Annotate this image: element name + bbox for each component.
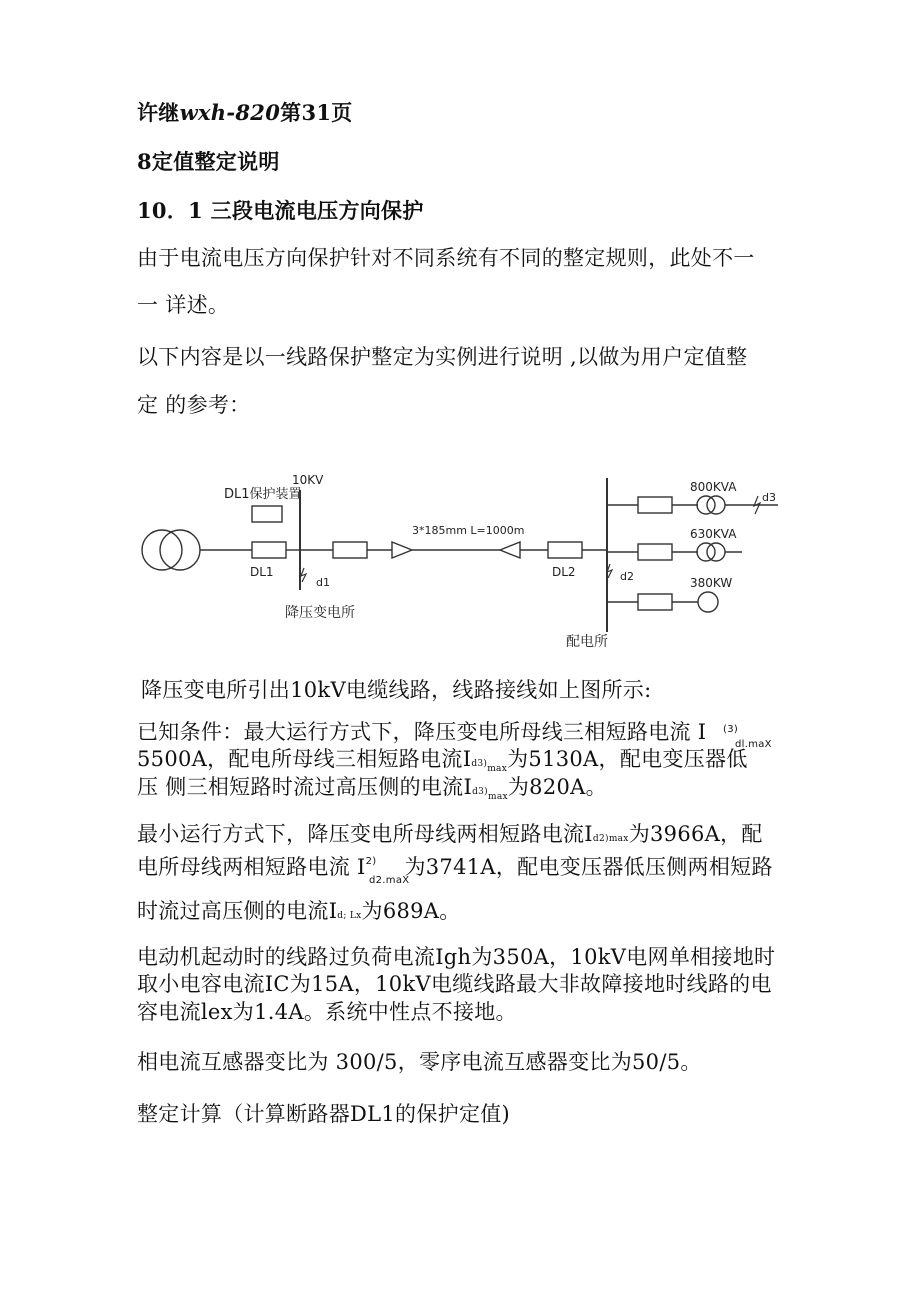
- p3-subscript-2: d2.maX: [369, 875, 410, 886]
- title-model: wxh-820: [179, 100, 281, 125]
- fault-d3-marker: [754, 496, 760, 514]
- p3-subscript-1b: ): [605, 834, 609, 844]
- paragraph-2-line-3: [137, 775, 607, 802]
- circuit-diagram: [0, 460, 920, 660]
- p3-subscript-1: d2: [592, 834, 605, 844]
- p2-subscript-3b: max: [487, 792, 508, 802]
- p3-subscript-1c: max: [608, 834, 629, 844]
- fault-d1-marker: [301, 568, 306, 582]
- p2-text-1: 已知条件：最大运行方式下，降压变电所母线三相短路电流 I: [137, 720, 707, 744]
- branch-2-breaker: [638, 544, 672, 560]
- p2-subscript-2: d3): [471, 759, 488, 769]
- paragraph-1: 降压变电所引出10kV电缆线路，线路接线如上图所示:: [141, 678, 652, 702]
- paragraph-4-line-1: 电动机起动时的线路过负荷电流Igh为350A，10kV电网单相接地时: [137, 945, 776, 969]
- cable-termination-left: [392, 542, 412, 558]
- paragraph-4-line-2: 取小电容电流IC为15A，10kV电缆线路最大非故障接地时线路的电: [137, 972, 772, 996]
- paragraph-3-line-2: [137, 855, 773, 879]
- intro-line-4: 定 的参考：: [137, 393, 251, 417]
- paragraph-5: 相电流互感器变比为 300/5，零序电流互感器变比为50/5。: [137, 1050, 702, 1074]
- p2-subscript-2b: max: [487, 764, 508, 774]
- p3-superscript-2: 2): [365, 856, 377, 867]
- label-substation: 降压变电所: [285, 605, 355, 621]
- dl2-breaker: [548, 542, 582, 558]
- paragraph-2-line-2: [137, 747, 748, 774]
- branch-1-breaker: [638, 497, 672, 513]
- transformer-630kva-right: [707, 543, 725, 561]
- p2-superscript-1: (3): [723, 724, 739, 735]
- intro-line-3: 以下内容是以一线路保护整定为实例进行说明 ,以做为用户定值整: [137, 345, 748, 369]
- p3-text-3b: 为689A。: [361, 899, 461, 923]
- label-d2: d2: [620, 570, 634, 583]
- p3-subscript-3b: ; Lx: [343, 911, 362, 921]
- label-630kva: 630KVA: [690, 527, 737, 541]
- p3-text-2b: 为3741A，配电变压器低压侧两相短路: [404, 855, 773, 879]
- paragraph-3-line-1: [137, 822, 763, 846]
- label-d3: d3: [762, 491, 776, 504]
- p2-subscript-3: d3): [472, 787, 488, 797]
- label-cable: 3*185mm L=1000m: [412, 524, 525, 537]
- transformer-630kva-left: [697, 543, 715, 561]
- paragraph-3-line-3: [137, 899, 461, 923]
- p3-text-1a: 最小运行方式下，降压变电所母线两相短路电流I: [137, 822, 593, 846]
- title-prefix: 许继: [137, 100, 180, 125]
- p3-text-1b: 为3966A，配: [628, 822, 763, 846]
- label-device: DL1保护装置: [224, 487, 302, 502]
- cable-termination-right: [500, 542, 520, 558]
- title-suffix: 第31页: [280, 100, 353, 125]
- intro-line-2: 一 详述。: [137, 293, 230, 317]
- label-10kv: 10KV: [292, 473, 324, 487]
- section-heading: 8定值整定说明: [137, 149, 280, 174]
- paragraph-2-line-1: [137, 720, 706, 744]
- subsection-heading: 10．1 三段电流电压方向保护: [137, 198, 424, 223]
- p2-subscript-1: dl.maX: [735, 739, 772, 750]
- p2-text-3b: 为820A。: [507, 775, 607, 799]
- transformer-800kva-left: [697, 496, 715, 514]
- p3-subscript-3: d: [337, 911, 344, 921]
- label-distribution: 配电所: [566, 634, 608, 650]
- branch-3-breaker: [638, 594, 672, 610]
- p2-text-3a: 压 侧三相短路时流过高压侧的电流I: [137, 775, 473, 799]
- label-380kw: 380KW: [690, 576, 733, 590]
- source-transformer-left-circle: [142, 530, 182, 570]
- page-title-line: [137, 101, 353, 125]
- cable-breaker: [333, 542, 367, 558]
- label-dl1: DL1: [250, 565, 274, 579]
- motor-380kw: [698, 592, 718, 612]
- dl1-breaker: [252, 542, 286, 558]
- paragraph-6: 整定计算（计算断路器DL1的保护定值): [137, 1102, 511, 1126]
- intro-line-1: 由于电流电压方向保护针对不同系统有不同的整定规则，此处不一: [137, 246, 755, 270]
- paragraph-4-line-3: 容电流lex为1.4A。系统中性点不接地。: [137, 1000, 517, 1024]
- p3-text-2a: 电所母线两相短路电流 I: [137, 855, 366, 879]
- transformer-800kva-right: [707, 496, 725, 514]
- label-800kva: 800KVA: [690, 480, 737, 494]
- source-transformer-right-circle: [160, 530, 200, 570]
- dl1-protection-device: [252, 506, 282, 522]
- p2-text-2b: 为5130A，配电变压器低: [507, 747, 748, 771]
- p2-text-2a: 5500A，配电所母线三相短路电流I: [137, 747, 472, 771]
- p3-text-3a: 时流过高压侧的电流I: [137, 899, 338, 923]
- label-d1: d1: [316, 576, 330, 589]
- label-dl2: DL2: [552, 565, 576, 579]
